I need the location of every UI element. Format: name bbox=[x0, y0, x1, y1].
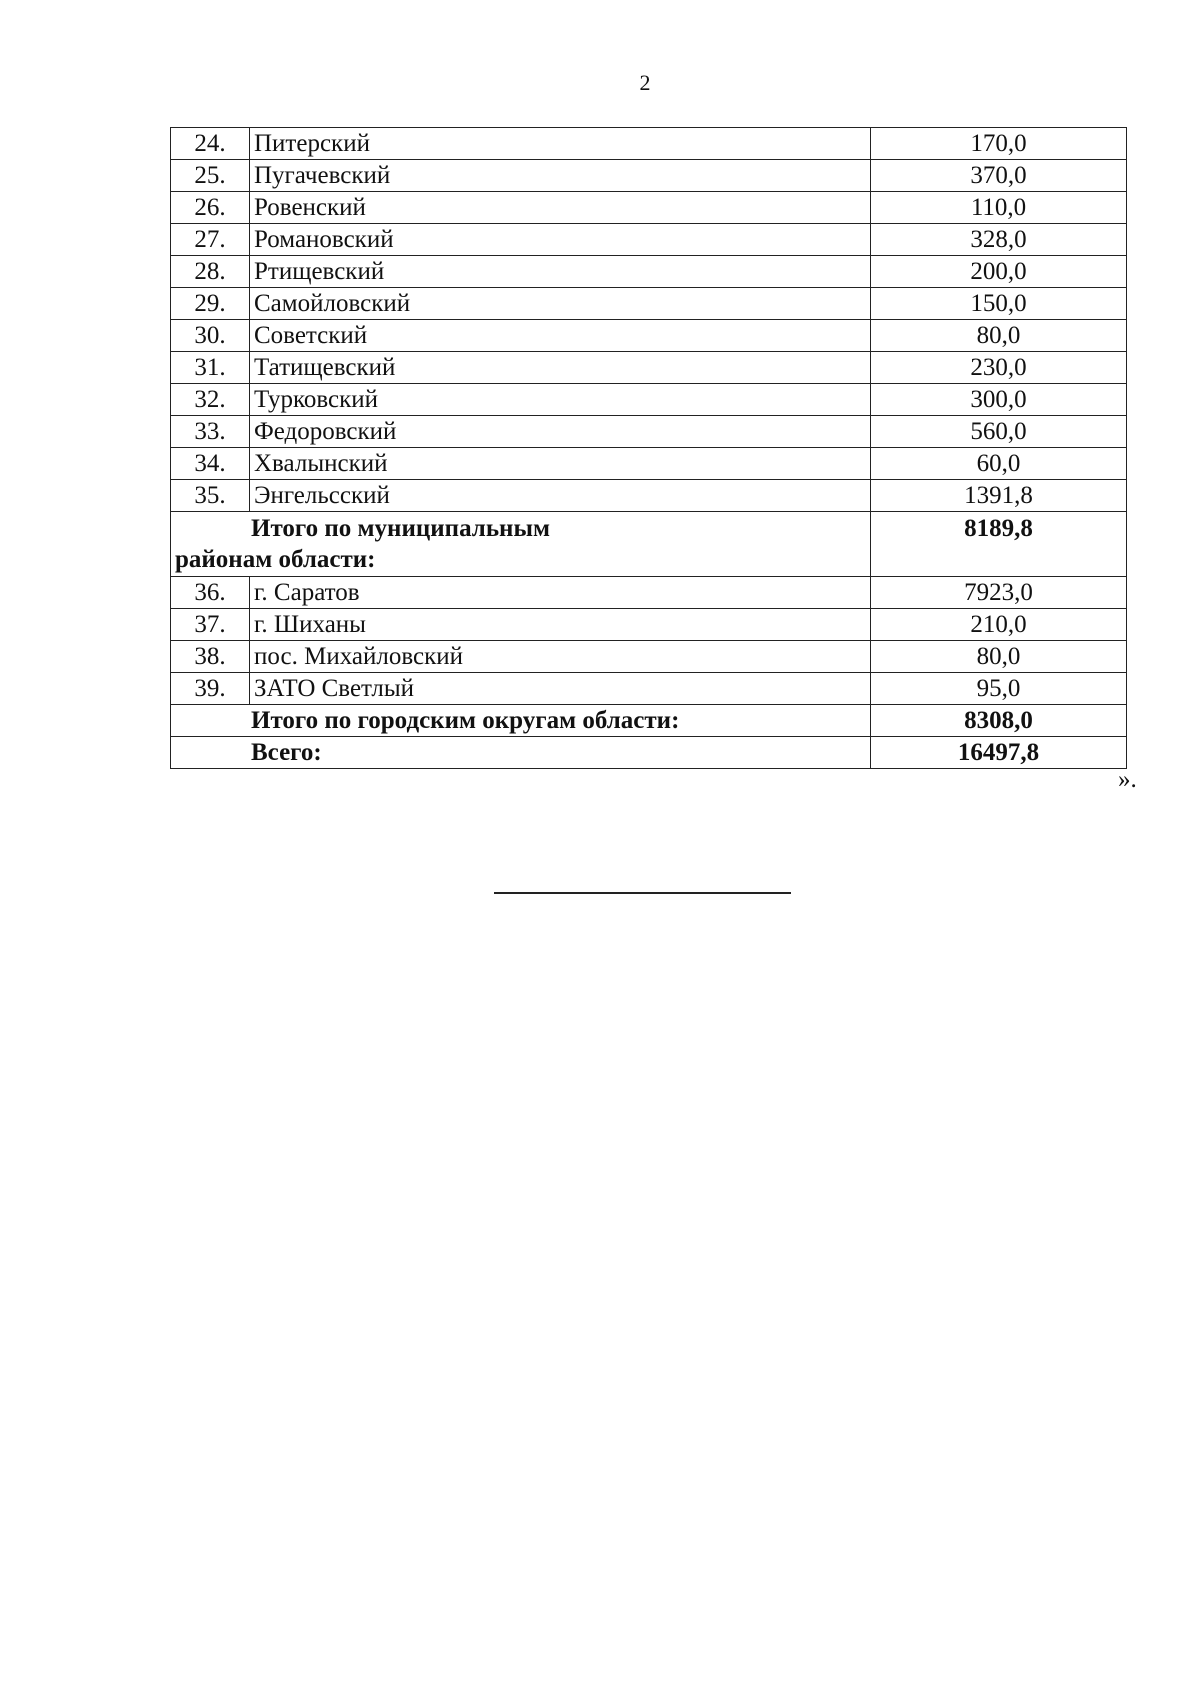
row-name: Хвалынский bbox=[250, 448, 871, 480]
row-name: Федоровский bbox=[250, 416, 871, 448]
table-row bbox=[171, 192, 1127, 224]
row-value: 370,0 bbox=[871, 160, 1127, 192]
table-row bbox=[171, 352, 1127, 384]
city-subtotal-value: 8308,0 bbox=[871, 705, 1127, 737]
grand-total-row bbox=[171, 737, 1127, 769]
row-number: 26. bbox=[171, 192, 250, 224]
row-name: Ртищевский bbox=[250, 256, 871, 288]
table-row bbox=[171, 673, 1127, 705]
row-number: 38. bbox=[171, 641, 250, 673]
row-number: 39. bbox=[171, 673, 250, 705]
row-value: 328,0 bbox=[871, 224, 1127, 256]
row-number: 24. bbox=[171, 128, 250, 160]
table-row bbox=[171, 448, 1127, 480]
city-rows bbox=[171, 577, 1127, 705]
row-value: 170,0 bbox=[871, 128, 1127, 160]
row-value: 230,0 bbox=[871, 352, 1127, 384]
row-number: 34. bbox=[171, 448, 250, 480]
row-value: 150,0 bbox=[871, 288, 1127, 320]
district-rows bbox=[171, 128, 1127, 512]
table-row bbox=[171, 480, 1127, 512]
row-value: 80,0 bbox=[871, 320, 1127, 352]
table-row bbox=[171, 224, 1127, 256]
row-value: 200,0 bbox=[871, 256, 1127, 288]
separator-line bbox=[494, 892, 791, 894]
row-number: 32. bbox=[171, 384, 250, 416]
table-row bbox=[171, 320, 1127, 352]
row-number: 33. bbox=[171, 416, 250, 448]
table-row bbox=[171, 128, 1127, 160]
row-value: 95,0 bbox=[871, 673, 1127, 705]
municipal-subtotal-label-line2: районам области: bbox=[175, 546, 376, 573]
row-value: 7923,0 bbox=[871, 577, 1127, 609]
row-number: 28. bbox=[171, 256, 250, 288]
page-number: 2 bbox=[639, 70, 651, 95]
municipal-subtotal-label-line1: Итого по муниципальным bbox=[251, 515, 550, 542]
row-name: г. Шиханы bbox=[250, 609, 871, 641]
grand-total-value: 16497,8 bbox=[871, 737, 1127, 769]
row-name: пос. Михайловский bbox=[250, 641, 871, 673]
table-row bbox=[171, 384, 1127, 416]
row-number: 30. bbox=[171, 320, 250, 352]
allocation-table bbox=[170, 127, 1127, 769]
row-name: Советский bbox=[250, 320, 871, 352]
row-number: 36. bbox=[171, 577, 250, 609]
table-row bbox=[171, 641, 1127, 673]
row-number: 37. bbox=[171, 609, 250, 641]
row-number: 29. bbox=[171, 288, 250, 320]
row-name: Турковский bbox=[250, 384, 871, 416]
city-subtotal-label: Итого по городским округам области: bbox=[171, 705, 871, 737]
municipal-subtotal-row bbox=[171, 512, 1127, 577]
closing-quote: ». bbox=[1118, 766, 1137, 793]
row-number: 27. bbox=[171, 224, 250, 256]
row-name: Романовский bbox=[250, 224, 871, 256]
row-name: Питерский bbox=[250, 128, 871, 160]
row-number: 25. bbox=[171, 160, 250, 192]
table-row bbox=[171, 256, 1127, 288]
grand-total-label: Всего: bbox=[171, 737, 871, 769]
row-number: 31. bbox=[171, 352, 250, 384]
row-name: ЗАТО Светлый bbox=[250, 673, 871, 705]
row-number: 35. bbox=[171, 480, 250, 512]
table-row bbox=[171, 577, 1127, 609]
row-value: 60,0 bbox=[871, 448, 1127, 480]
row-value: 560,0 bbox=[871, 416, 1127, 448]
table-row bbox=[171, 160, 1127, 192]
table-row bbox=[171, 609, 1127, 641]
row-value: 210,0 bbox=[871, 609, 1127, 641]
municipal-subtotal-value: 8189,8 bbox=[871, 512, 1127, 577]
row-name: Татищевский bbox=[250, 352, 871, 384]
row-name: Энгельсский bbox=[250, 480, 871, 512]
city-subtotal-row bbox=[171, 705, 1127, 737]
row-name: Самойловский bbox=[250, 288, 871, 320]
row-name: Ровенский bbox=[250, 192, 871, 224]
table-row bbox=[171, 288, 1127, 320]
row-value: 300,0 bbox=[871, 384, 1127, 416]
row-name: г. Саратов bbox=[250, 577, 871, 609]
row-name: Пугачевский bbox=[250, 160, 871, 192]
row-value: 1391,8 bbox=[871, 480, 1127, 512]
row-value: 110,0 bbox=[871, 192, 1127, 224]
municipal-subtotal-label bbox=[171, 512, 871, 577]
row-value: 80,0 bbox=[871, 641, 1127, 673]
table-row bbox=[171, 416, 1127, 448]
